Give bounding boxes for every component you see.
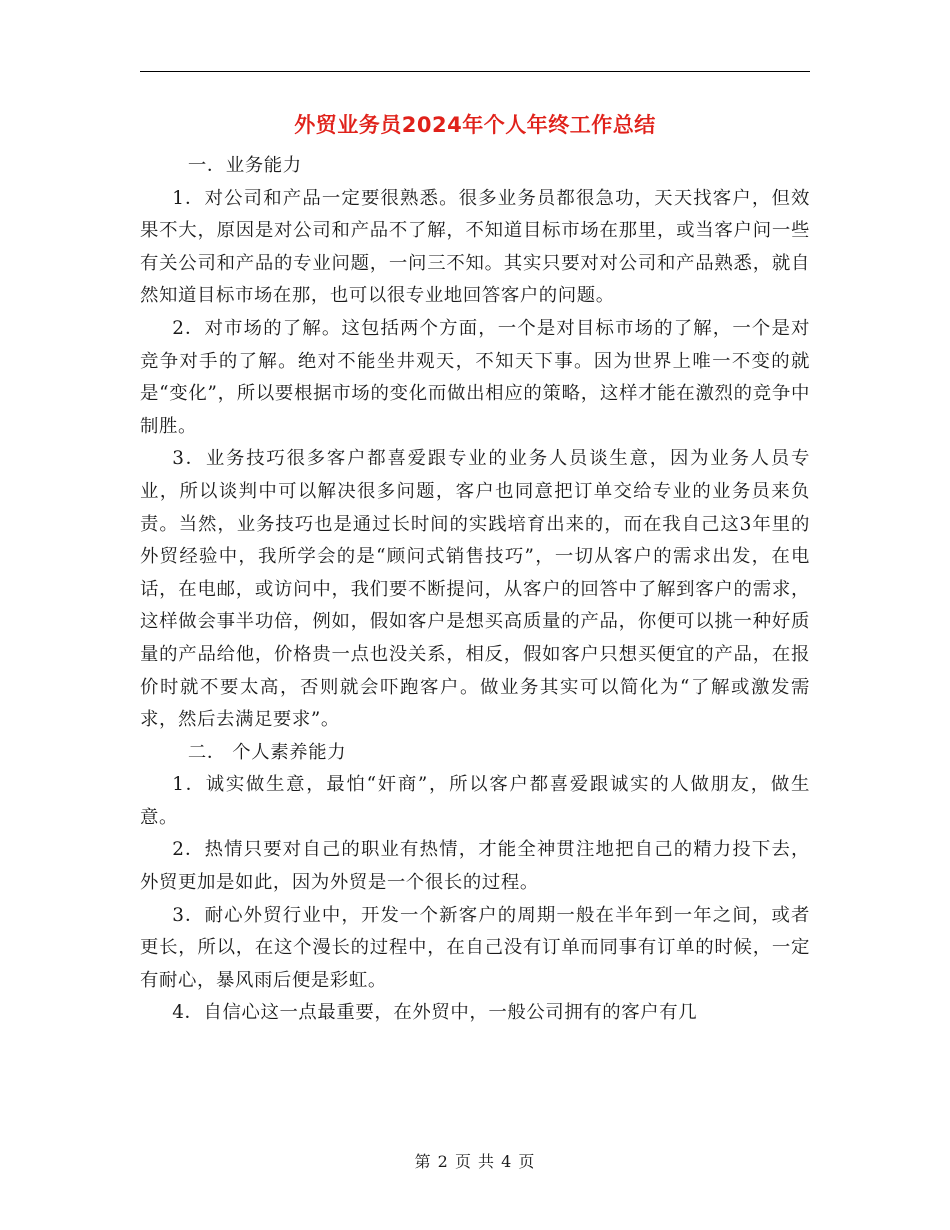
section-heading-1: 一．业务能力 [187,155,302,176]
header-rule [140,71,810,72]
document-body [140,150,810,1030]
paragraph-2-3: 3．耐心外贸行业中，开发一个新客户的周期一般在半年到一年之间，或者更长，所以，在这个漫长的过程中，在自己没有订单而同事有订单的时候，一定有耐心，暴风雨后便是彩虹。 [140,904,810,991]
paragraph-2-2: 2．热情只要对自己的职业有热情，才能全神贯注地把自己的精力投下去，外贸更加是如此，因为外贸是一个很长的过程。 [140,839,810,894]
paragraph-1-3: 3．业务技巧很多客户都喜爱跟专业的业务人员谈生意，因为业务人员专业，所以谈判中可以解决很多问题，客户也同意把订单交给专业的业务员来负责。当然，业务技巧也是通过长时间的实践培育出来的，而在我自己这3年里的外贸经验中，我所学会的是“顾问式销售技巧”，一切从客户的需求出发，在电话，在电邮，或访问中，我们要不断提问，从客户的回答中了解到客户的需求，这样做会事半功倍，例如，假如客户是想买高质量的产品，你便可以挑一种好质量的产品给他，价格贵一点也没关系，相反，假如客户只想买便宜的产品，在报价时就不要太高，否则就会吓跑客户。做业务其实可以简化为“了解或激发需求，然后去满足要求”。 [140,448,810,731]
paragraph-2-4: 4．自信心这一点最重要，在外贸中，一般公司拥有的客户有几 [172,1002,698,1024]
paragraph-1-1: 1．对公司和产品一定要很熟悉。很多业务员都很急功，天天找客户，但效果不大，原因是对公司和产品不了解，不知道目标市场在那里，或当客户问一些有关公司和产品的专业问题，一问三不知。其实只要对对公司和产品熟悉，就自然知道目标市场在那，也可以很专业地回答客户的问题。 [140,187,810,307]
page-number: 第 2 页 共 4 页 [414,1152,536,1171]
paragraph-2-1: 1．诚实做生意，最怕“奸商”，所以客户都喜爱跟诚实的人做朋友，做生意。 [140,774,810,828]
document-title: 外贸业务员2024年个人年终工作总结 [294,113,656,137]
section-heading-2: 二． 个人素养能力 [187,741,347,763]
paragraph-1-2: 2．对市场的了解。这包括两个方面，一个是对目标市场的了解，一个是对竞争对手的了解。绝对不能坐井观天，不知天下事。因为世界上唯一不变的就是“变化”，所以要根据市场的变化而做出相应的策略，这样才能在激烈的竞争中制胜。 [140,317,810,437]
